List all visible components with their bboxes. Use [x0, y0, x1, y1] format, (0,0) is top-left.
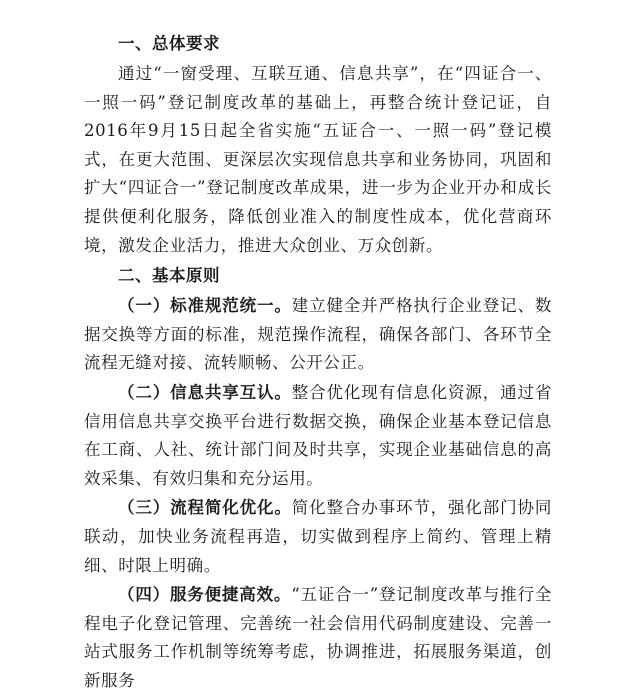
- principle-body: 简化整合办事环节，强化部门协同联动，加快业务流程再造，切实做到程序上简约、管理上精细、时限上明确。: [84, 498, 553, 575]
- paragraph-general-requirements: 通过“一窗受理、互联互通、信息共享”，在“四证合一、一照一码”登记制度改革的基础上，再整合统计登记证，自2016年9月15日起全省实施“五证合一、一照一码”登记模式，在更大范围、更深层次实现信息共享和业务协同，巩固和扩大“四证合一”登记制度改革成果，进一步为企业开办和成长提供便利化服务，降低创业准入的制度性成本，优化营商环境，激发企业活力，推进大众创业、万众创新。: [84, 64, 552, 255]
- principle-lead: （四）服务便捷高效。: [118, 585, 292, 605]
- document-page: [84, 30, 552, 696]
- section-heading-general-requirements: 一、总体要求: [118, 34, 220, 53]
- principle-lead: （一）标准规范统一。: [118, 296, 292, 316]
- principle-lead: （三）流程简化优化。: [118, 498, 292, 518]
- principle-lead: （二）信息共享互认。: [118, 382, 292, 402]
- principle-body: 建立健全并严格执行企业登记、数据交换等方面的标准，规范操作流程，确保各部门、各环节全流程无缝对接、流转顺畅、公开公正。: [84, 296, 553, 373]
- principle-paragraph: [84, 494, 552, 580]
- principle-paragraph: [84, 379, 552, 493]
- principle-paragraph: [84, 581, 552, 695]
- principle-body: “五证合一”登记制度改革与推行全程电子化登记管理、完善统一社会信用代码制度建设、完善一站式服务工作机制等统筹考虑，协调推进，拓展服务渠道，创新服务: [84, 585, 552, 690]
- principle-paragraph: [84, 292, 552, 378]
- section-heading-basic-principles: 二、基本原则: [118, 266, 220, 286]
- principle-body: 整合优化现有信息化资源，通过省信用信息共享交换平台进行数据交换，确保企业基本登记信息在工商、人社、统计部门间及时共享，实现企业基础信息的高效采集、有效归集和充分运用。: [84, 382, 553, 488]
